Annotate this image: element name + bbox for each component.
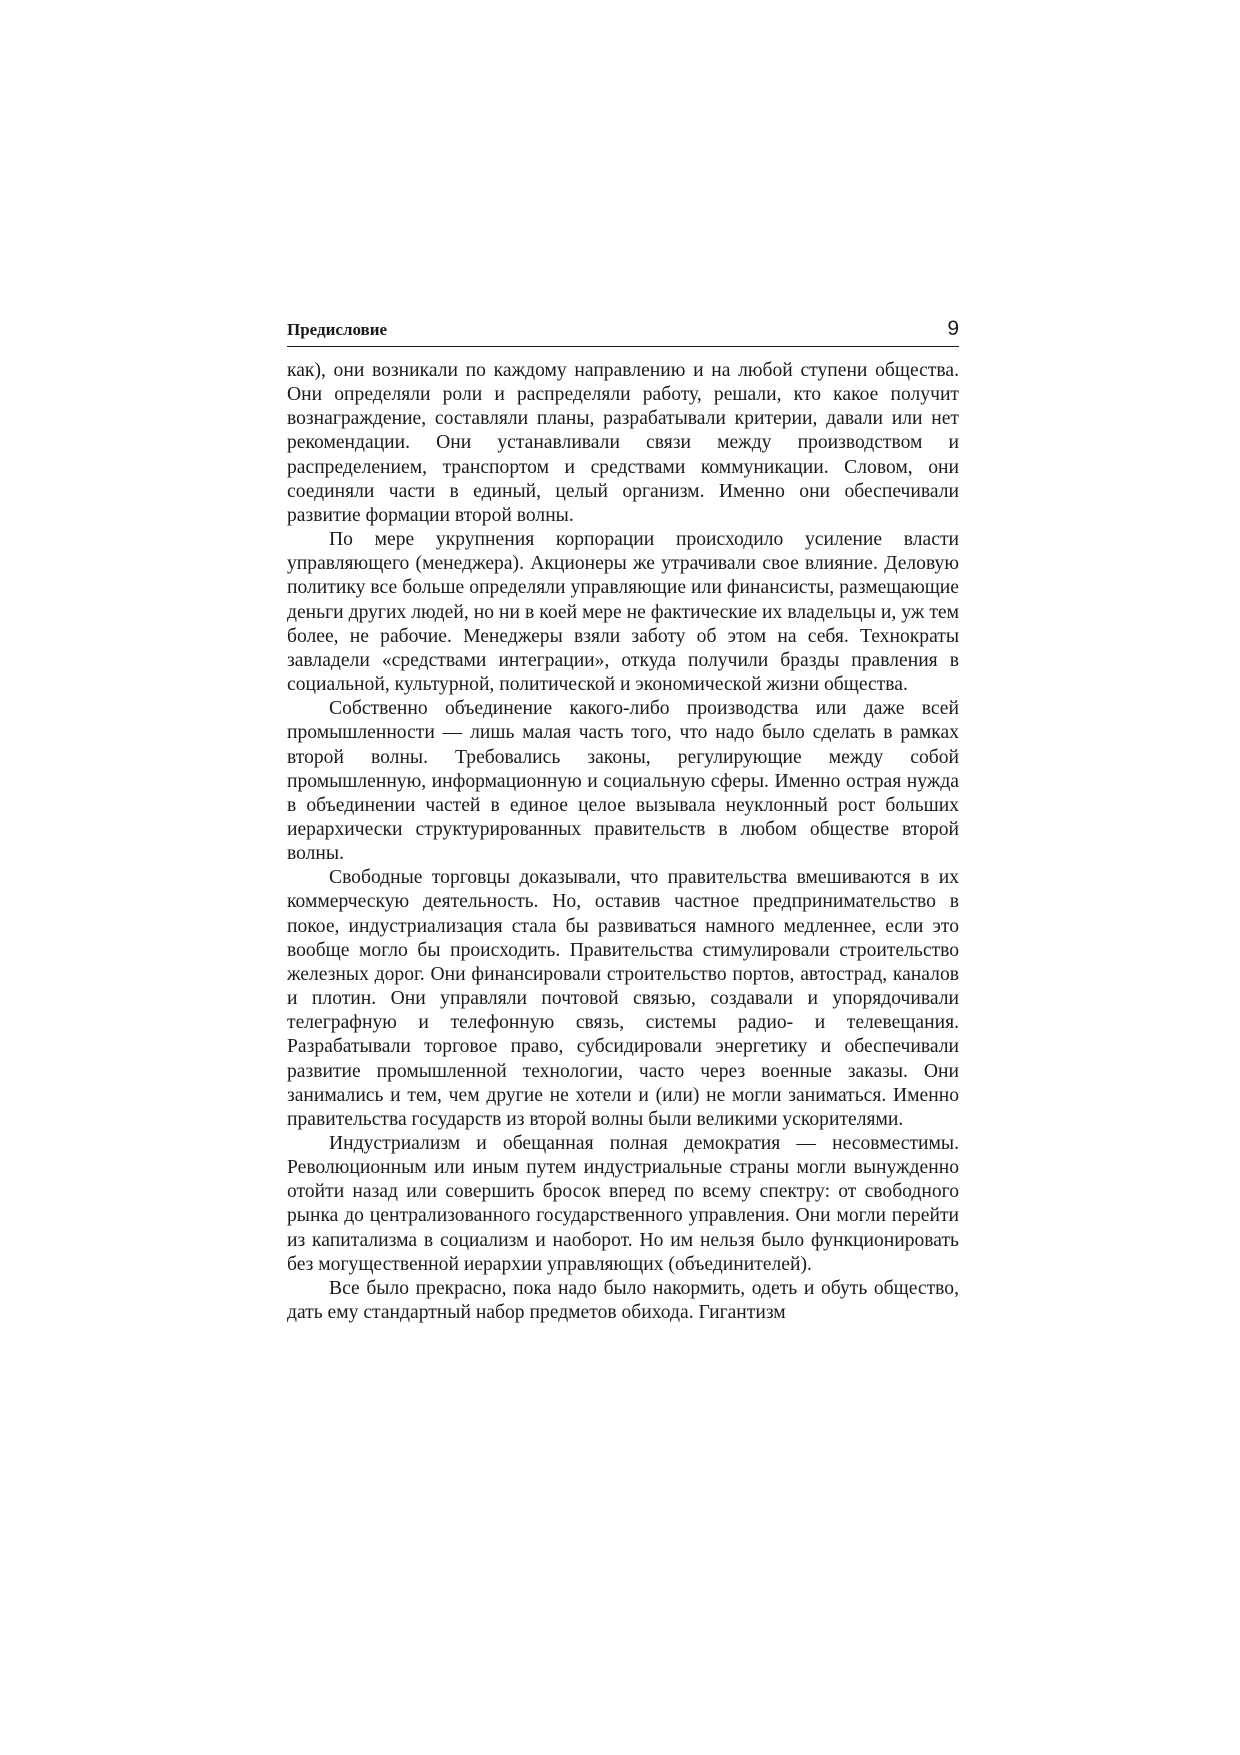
book-page (287, 312, 959, 1325)
paragraph: Все было прекрасно, пока надо было накормить, одеть и обуть общество, дать ему стандартный набор предметов обихода. Гигантизм (287, 1277, 959, 1324)
paragraph: Индустриализм и обещанная полная демократия — несовместимы. Революционным или иным путем индустриальные страны могли вынужденно отойти назад или совершить бросок вперед по всему спектру: от свободного рынка до централизованного государственного управления. Они могли перейти из капитализма в социализм и наоборот. Но им нельзя было функционировать без могущественной иерархии управляющих (объединителей). (287, 1133, 959, 1275)
section-title: Предисловие (287, 320, 388, 339)
body-text (287, 359, 959, 1325)
running-header (287, 312, 959, 347)
paragraph: По мере укрупнения корпорации происходило усиление власти управляющего (менеджера). Акционеры же утрачивали свое влияние. Деловую политику все больше определяли управляющие или финансисты, размещающие деньги других людей, но ни в коей мере не фактические их владельцы и, уж тем более, не рабочие. Менеджеры взяли заботу об этом на себя. Технократы завладели «средствами интеграции», откуда получили бразды правления в социальной, культурной, политической и экономической жизни общества. (287, 529, 959, 696)
paragraph: Собственно объединение какого-либо производства или даже всей промышленности — лишь малая часть того, что надо было сделать в рамках второй волны. Требовались законы, регулирующие между собой промышленную, информационную и социальную сферы. Именно острая нужда в объединении частей в единое целое вызывала неуклонный рост больших иерархически структурированных правительств в любом обществе второй волны. (287, 698, 959, 865)
paragraph: как), они возникали по каждому направлению и на любой ступени общества. Они определяли роли и распределяли работу, решали, кто какое получит вознаграждение, составляли планы, разрабатывали критерии, давали или нет рекомендации. Они устанавливали связи между производством и распределением, транспортом и средствами коммуникации. Словом, они соединяли части в единый, целый организм. Именно они обеспечивали развитие формации второй волны. (287, 360, 959, 526)
paragraph: Свободные торговцы доказывали, что правительства вмешиваются в их коммерческую деятельность. Но, оставив частное предпринимательство в покое, индустриализация стала бы развиваться намного медленнее, если это вообще могло бы происходить. Правительства стимулировали строительство железных дорог. Они финансировали строительство портов, автострад, каналов и плотин. Они управляли почтовой связью, создавали и упорядочивали телеграфную и телефонную связь, системы радио- и телевещания. Разрабатывали торговое право, субсидировали энергетику и обеспечивали развитие промышленной технологии, часто через военные заказы. Они занимались и тем, чем другие не хотели и (или) не могли заниматься. Именно правительства государств из второй волны были великими ускорителями. (287, 867, 959, 1130)
page-number: 9 (947, 317, 959, 340)
